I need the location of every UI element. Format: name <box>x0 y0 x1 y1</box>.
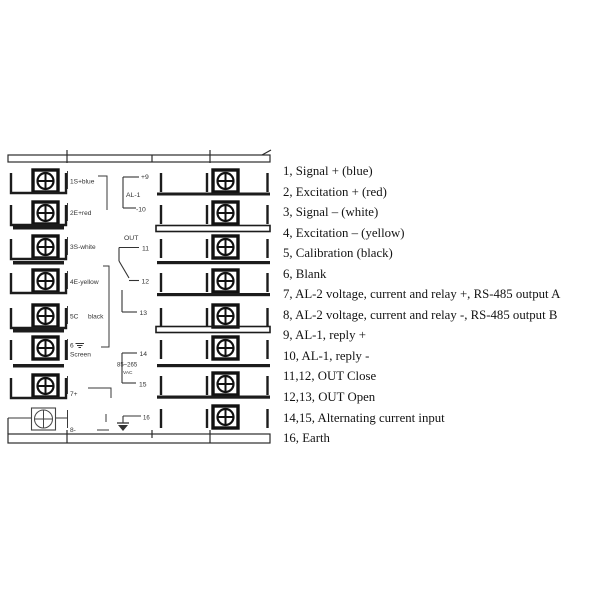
voltage-range-label: 85~265 <box>117 362 138 369</box>
middle-circuit-symbols <box>117 174 150 431</box>
terminal-label: 3S-white <box>70 244 96 251</box>
pin-number: 13 <box>139 310 148 317</box>
pin-number: 15 <box>139 381 147 389</box>
terminal-label: 4E-yellow <box>70 279 99 286</box>
legend-item: 6, Blank <box>283 266 327 281</box>
legend-item: 14,15, Alternating current input <box>283 410 445 425</box>
out-label: OUT <box>124 235 139 242</box>
screw-terminal-icon <box>33 170 58 192</box>
screw-terminal-icon <box>213 406 238 428</box>
screw-terminal-icon <box>213 170 238 192</box>
pin-number: 14 <box>139 351 148 358</box>
legend-item: 16, Earth <box>283 431 330 446</box>
top-case-bar <box>8 150 271 163</box>
terminal-label: 1S+blue <box>70 178 95 186</box>
screw-terminal-icon <box>213 373 238 395</box>
screw-terminal-icon <box>33 202 58 224</box>
left-terminal-column <box>11 170 68 430</box>
legend-item: 10, AL-1, reply - <box>283 348 370 363</box>
legend-item: 8, AL-2 voltage, current and relay -, RS-485 output B <box>283 307 558 322</box>
legend-item: 12,13, OUT Open <box>283 390 376 405</box>
terminal-label: 5C <box>70 313 79 321</box>
terminal-label: 2E+red <box>70 210 92 217</box>
screw-terminal-icon <box>33 236 58 258</box>
legend-item: 4, Excitation – (yellow) <box>283 225 405 240</box>
screw-terminal-icon <box>213 270 238 292</box>
screw-terminal-icon <box>213 305 238 327</box>
pin-number: -10 <box>136 206 146 214</box>
legend-item: 7, AL-2 voltage, current and relay +, RS-485 output A <box>283 287 561 302</box>
pin-number: 16 <box>143 415 150 422</box>
terminal-legend <box>283 161 560 449</box>
terminal-label: 8- <box>70 427 76 434</box>
pin-number: 11 <box>142 245 150 253</box>
pin-number: 12 <box>141 278 150 286</box>
relay-label: AL-1 <box>126 192 141 199</box>
screw-terminal-icon <box>213 337 238 359</box>
legend-item: 2, Excitation + (red) <box>283 184 387 199</box>
terminal-label: black <box>88 313 104 321</box>
terminal-label: 6 <box>70 342 74 350</box>
screw-terminal-icon <box>213 236 238 258</box>
shield-ground-icon <box>76 344 85 348</box>
terminal-label: Screen <box>70 351 91 359</box>
legend-item: 1, Signal + (blue) <box>283 164 373 178</box>
vac-label: VAC <box>123 371 133 376</box>
screw-terminal-icon <box>33 375 58 397</box>
screw-terminal-icon <box>213 202 238 224</box>
screw-terminal-icon <box>33 270 58 292</box>
switch-out-icon <box>119 248 139 313</box>
screw-terminal-icon <box>32 408 56 430</box>
right-terminal-column <box>156 170 270 428</box>
left-terminal-labels <box>70 179 104 435</box>
screw-terminal-icon <box>33 305 58 327</box>
terminal-label: 7+ <box>70 391 78 398</box>
earth-ground-icon <box>117 416 141 431</box>
legend-item: 3, Signal – (white) <box>283 205 379 220</box>
legend-item: 5, Calibration (black) <box>283 246 393 261</box>
screw-terminal-icon <box>33 337 58 359</box>
legend-item: 11,12, OUT Close <box>283 369 377 384</box>
legend-item: 9, AL-1, reply + <box>283 328 366 343</box>
pin-number: +9 <box>141 174 149 181</box>
